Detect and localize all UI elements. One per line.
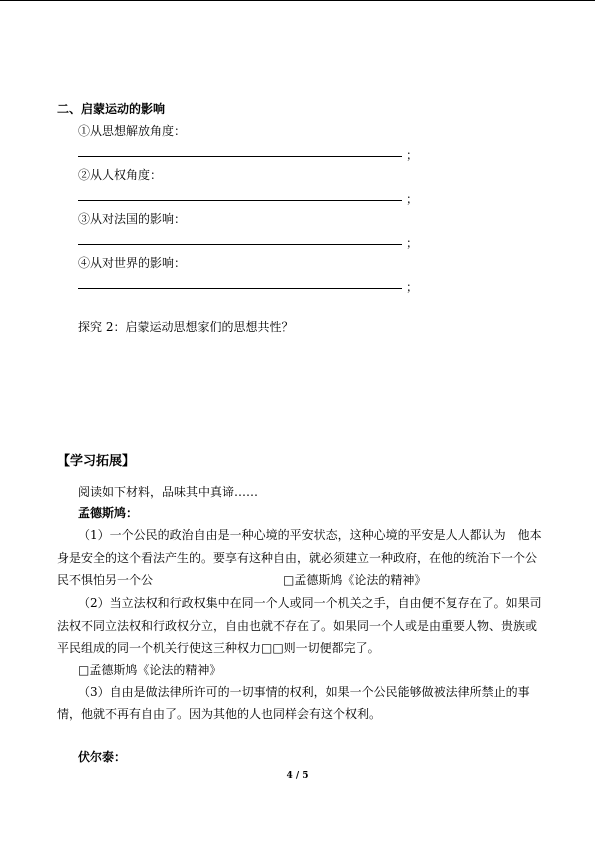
quote-line: 法权不同立法权和行政权分立，自由也就不存在了。如果同一个人或是由重要人物、贵族或: [57, 619, 538, 633]
answer-blank-line: [78, 200, 402, 201]
quote-line: （1）一个公民的政治自由是一种心境的平安状态，这种心境的平安是人人都认为 他本: [78, 528, 542, 542]
header-rule: [0, 0, 595, 1]
answer-blank-line: [78, 156, 402, 157]
semicolon: ；: [406, 280, 419, 294]
question-label: ③从对法国的影响：: [78, 212, 187, 226]
page-number: 4 / 5: [286, 771, 309, 781]
answer-blank-line: [78, 288, 402, 289]
question-label: ②从人权角度：: [78, 168, 163, 182]
question-label: ④从对世界的影响：: [78, 256, 187, 270]
section-heading: 二、启蒙运动的影响: [57, 102, 166, 116]
extension-intro: 阅读如下材料，品味其中真谛……: [78, 485, 259, 499]
quote-source: □孟德斯鸠《论法的精神》: [78, 663, 222, 677]
quote-line: 情，他就不再有自由了。因为其他的人也同样会有这个权利。: [57, 707, 382, 721]
quote-line: 身是安全的这个看法产生的。要享有这种自由，就必须建立一种政府，在他的统治下一个公: [57, 551, 538, 565]
extension-heading: 【学习拓展】: [57, 454, 136, 469]
quote-line: 平民组成的同一个机关行使这三种权力□□则一切便都完了。: [57, 641, 380, 655]
question-label: ①从思想解放角度：: [78, 124, 187, 138]
semicolon: ；: [406, 148, 419, 162]
quote-line: （2）当立法权和行政权集中在同一个人或同一个机关之手，自由便不复存在了。如果司: [78, 596, 542, 610]
author-name-voltaire: 伏尔泰：: [78, 750, 127, 764]
quote-source: □孟德斯鸠《论法的精神》: [283, 573, 427, 587]
inquiry-question: 探究 2：启蒙运动思想家们的思想共性？: [78, 320, 294, 334]
answer-blank-line: [78, 244, 402, 245]
semicolon: ；: [406, 236, 419, 250]
quote-line: （3）自由是做法律所许可的一切事情的权利，如果一个公民能够做被法律所禁止的事: [78, 685, 530, 699]
quote-line: 民不惧怕另一个公: [57, 573, 154, 587]
semicolon: ；: [406, 192, 419, 206]
author-name-montesquieu: 孟德斯鸠：: [78, 506, 139, 520]
